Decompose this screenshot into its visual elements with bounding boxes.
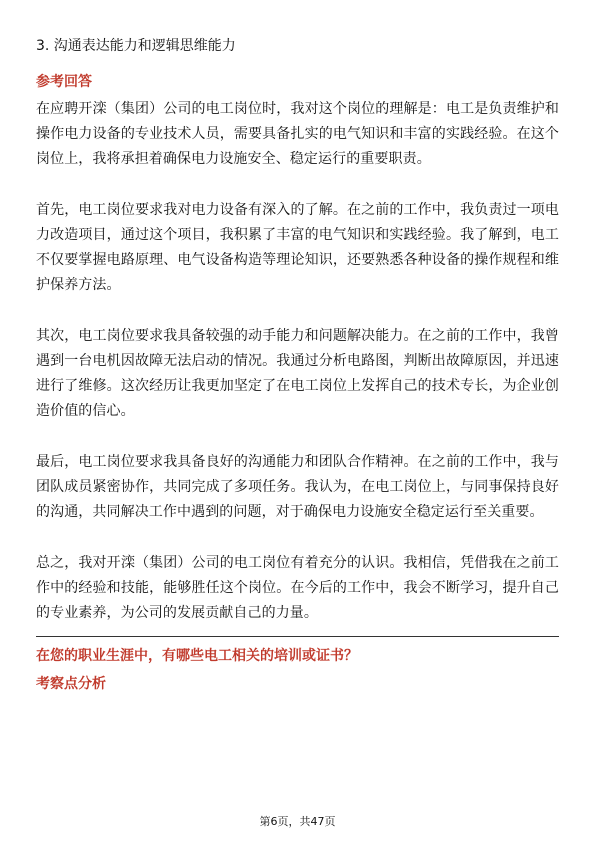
next-question: 在您的职业生涯中，有哪些电工相关的培训或证书？ [36, 648, 358, 664]
answer-label: 参考回答 [36, 74, 92, 90]
answer-paragraph-5: 总之，我对开滦（集团）公司的电工岗位有着充分的认识。我相信，凭借我在之前工作中的经验和技能，能够胜任这个岗位。在今后的工作中，我会不断学习，提升自己的专业素养，为公司的发展贡献自己的力量。 [36, 555, 559, 621]
page-content [36, 35, 559, 695]
analysis-label: 考察点分析 [36, 676, 106, 692]
answer-paragraph-4: 最后，电工岗位要求我具备良好的沟通能力和团队合作精神。在之前的工作中，我与团队成员紧密协作，共同完成了多项任务。我认为，在电工岗位上，与同事保持良好的沟通，共同解决工作中遇到的问题，对于确保电力设施安全稳定运行至关重要。 [36, 454, 559, 520]
answer-paragraph-2: 首先，电工岗位要求我对电力设备有深入的了解。在之前的工作中，我负责过一项电力改造项目，通过这个项目，我积累了丰富的电气知识和实践经验。我了解到，电工不仅要掌握电路原理、电气设备构造等理论知识，还要熟悉各种设备的操作规程和维护保养方法。 [36, 202, 559, 293]
page-footer: 第6页，共47页 [259, 815, 336, 828]
answer-paragraph-3: 其次，电工岗位要求我具备较强的动手能力和问题解决能力。在之前的工作中，我曾遇到一台电机因故障无法启动的情况。我通过分析电路图，判断出故障原因，并迅速进行了维修。这次经历让我更加坚定了在电工岗位上发挥自己的技术专长，为企业创造价值的信心。 [36, 328, 559, 419]
section-heading: 3. 沟通表达能力和逻辑思维能力 [36, 38, 236, 54]
section-divider [36, 636, 559, 637]
answer-paragraph-1: 在应聘开滦（集团）公司的电工岗位时，我对这个岗位的理解是：电工是负责维护和操作电力设备的专业技术人员，需要具备扎实的电气知识和丰富的实践经验。在这个岗位上，我将承担着确保电力设施安全、稳定运行的重要职责。 [36, 101, 559, 167]
